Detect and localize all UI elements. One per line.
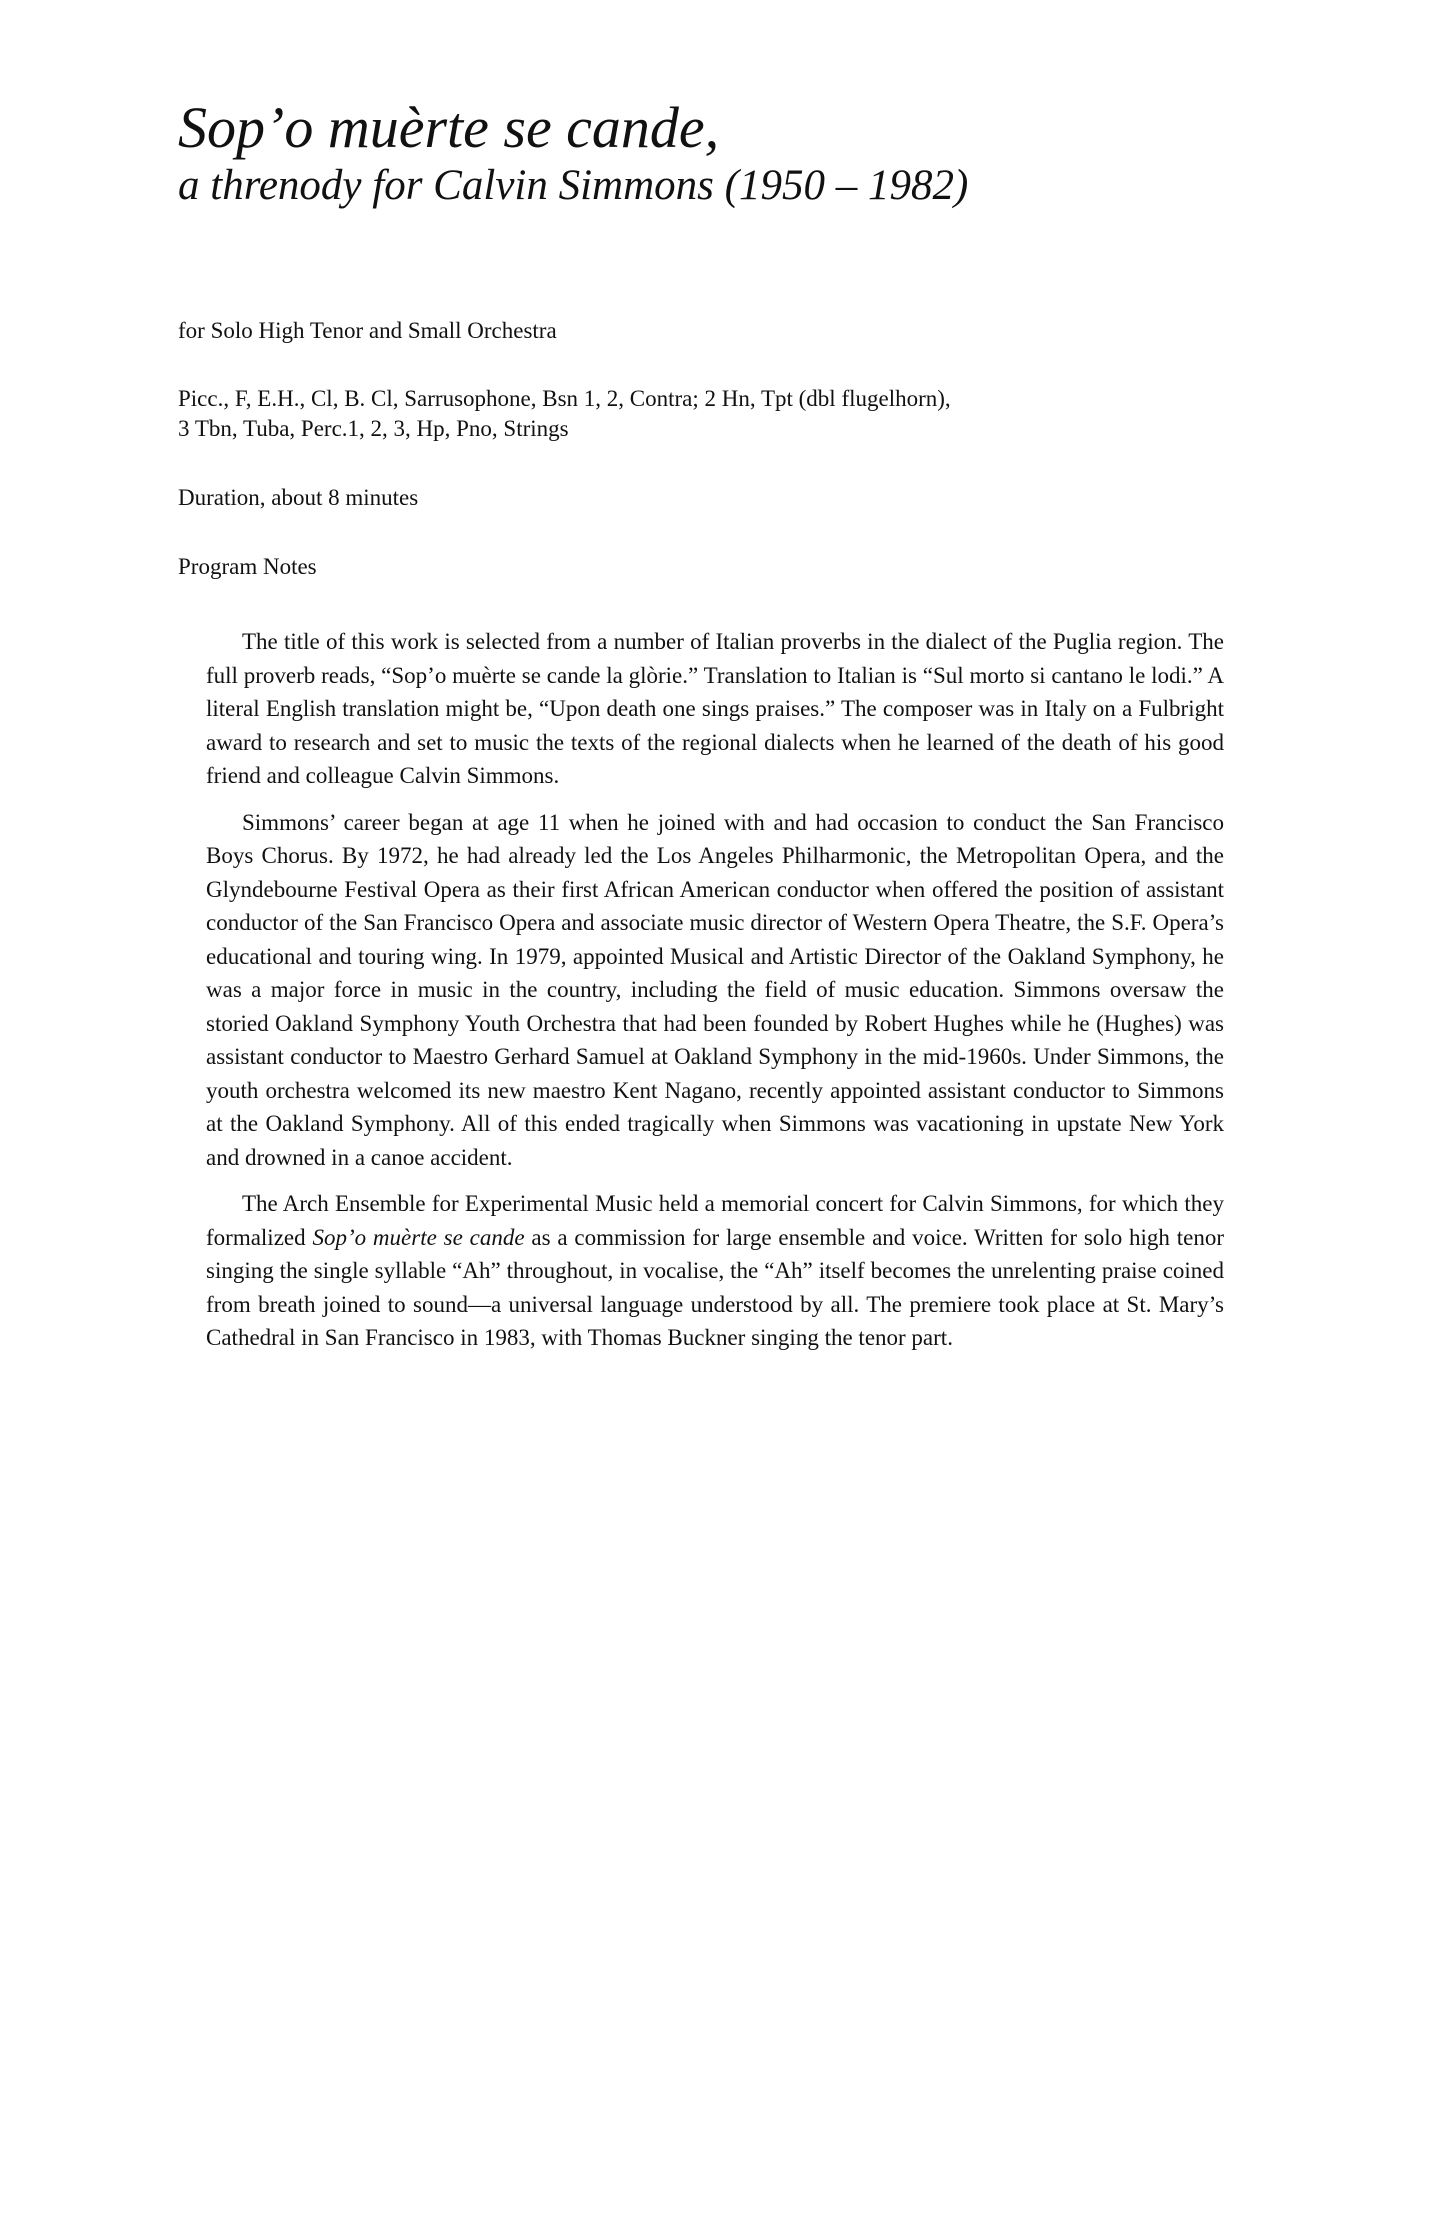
document-page — [178, 96, 1224, 1368]
notes-paragraph-1: The title of this work is selected from a number of Italian proverbs in the dialect of the Puglia region. The full proverb reads, “Sop’o muèrte se cande la glòrie.” Translation to Italian is “Sul morto si cantano le lodi.” A literal English translation might be, “Upon death one sings praises.” The composer was in Italy on a Fulbright award to research and set to music the texts of the regional dialects when he learned of the death of his good friend and colleague Calvin Simmons. — [206, 629, 1224, 788]
program-notes-body — [206, 625, 1224, 1355]
notes-paragraph-3-intro: The Arch Ensemble for Experimental Music held a memorial concert for Calvin Simmons, for which they formalized — [206, 1191, 1224, 1250]
instrumentation-block — [178, 384, 1224, 444]
duration-line: Duration, about 8 minutes — [178, 485, 419, 510]
program-notes-heading: Program Notes — [178, 554, 317, 579]
instrumentation-line-1: Picc., F, E.H., Cl, B. Cl, Sarrusophone, Bsn 1, 2, Contra; 2 Hn, Tpt (dbl flugelhorn), — [178, 386, 951, 411]
notes-paragraph-3 — [206, 1187, 1224, 1355]
instrumentation-line-2: 3 Tbn, Tuba, Perc.1, 2, 3, Hp, Pno, Strings — [178, 416, 569, 441]
scoring-line: for Solo High Tenor and Small Orchestra — [178, 318, 557, 343]
work-subtitle: a threnody for Calvin Simmons (1950 – 1982) — [178, 162, 969, 209]
work-title: Sop’o muèrte se cande, — [178, 95, 720, 160]
notes-paragraph-2: Simmons’ career began at age 11 when he joined with and had occasion to conduct the San Francisco Boys Chorus. By 1972, he had already led the Los Angeles Philharmonic, the Metropolitan Opera, and the Glyndebourne Festival Opera as their first African American conductor when offered the position of assistant conductor of the San Francisco Opera and associate music director of Western Opera Theatre, the S.F. Opera’s educational and touring wing. In 1979, appointed Musical and Artistic Director of the Oakland Symphony, he was a major force in music in the country, including the field of music education. Simmons oversaw the storied Oakland Symphony Youth Orchestra that had been founded by Robert Hughes while he (Hughes) was assistant conductor to Maestro Gerhard Samuel at Oakland Symphony in the mid-1960s. Under Simmons, the youth orchestra welcomed its new maestro Kent Nagano, recently appointed assistant conductor to Simmons at the Oakland Symphony. All of this ended tragically when Simmons was vacationing in upstate New York and drowned in a canoe accident. — [206, 809, 1224, 1170]
notes-paragraph-3-work-title: Sop’o muèrte se cande — [312, 1224, 525, 1250]
notes-paragraph-3-rest: as a commission for large ensemble and voice. Written for solo high tenor singing the single syllable “Ah” throughout, in vocalise, the “Ah” itself becomes the unrelenting praise coined from breath joined to sound—a universal language understood by all. The premiere took place at St. Mary’s Cathedral in San Francisco in 1983, with Thomas Buckner singing the tenor part. — [206, 1224, 1224, 1350]
